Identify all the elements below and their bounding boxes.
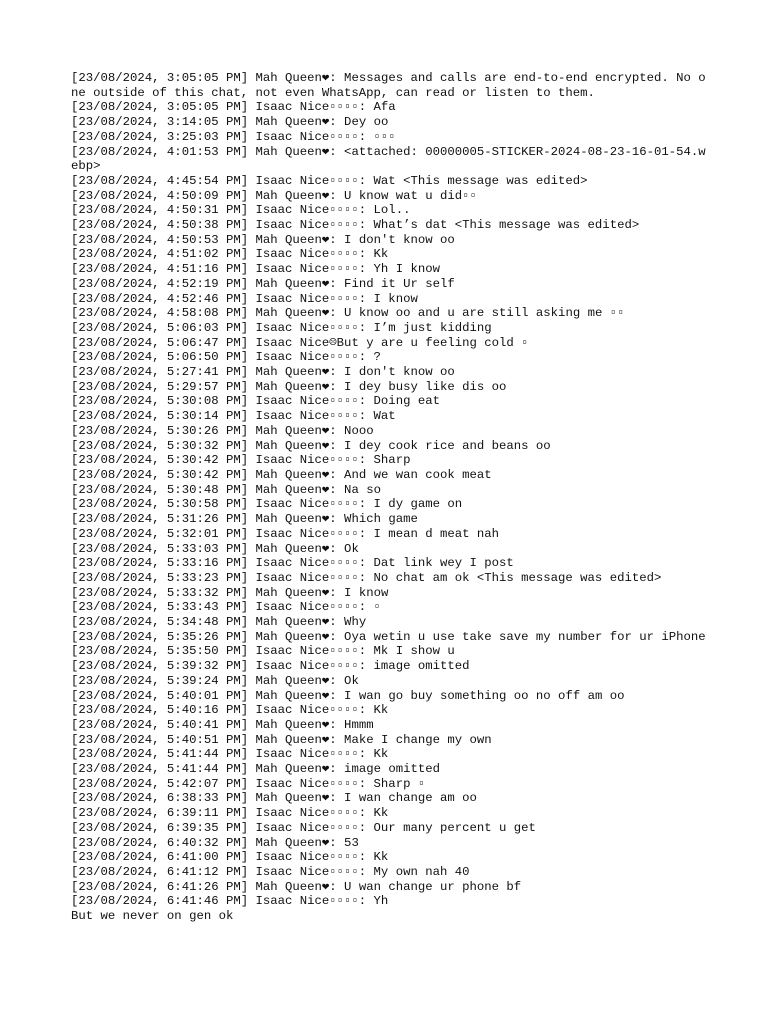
chat-line: [23/08/2024, 5:39:24 PM] Mah Queen❤: Ok <box>71 673 359 688</box>
chat-line: [23/08/2024, 5:27:41 PM] Mah Queen❤: I don't know oo <box>71 365 455 380</box>
chat-line: [23/08/2024, 5:30:26 PM] Mah Queen❤: Nooo <box>71 423 374 438</box>
chat-line: [23/08/2024, 5:06:47 PM] Isaac Nice☹But y are u feeling cold ▫ <box>71 335 529 350</box>
chat-line: [23/08/2024, 4:50:38 PM] Isaac Nice▫▫▫▫: What’s dat <This message was edited> <box>71 218 640 233</box>
chat-line: [23/08/2024, 5:41:44 PM] Isaac Nice▫▫▫▫: Kk <box>71 747 389 762</box>
chat-line: [23/08/2024, 3:05:05 PM] Isaac Nice▫▫▫▫: Afa <box>71 100 396 115</box>
chat-line: [23/08/2024, 5:30:48 PM] Mah Queen❤: Na so <box>71 482 381 497</box>
chat-transcript <box>71 71 711 924</box>
chat-line: [23/08/2024, 5:35:50 PM] Isaac Nice▫▫▫▫: Mk I show u <box>71 644 455 659</box>
chat-line: [23/08/2024, 5:30:32 PM] Mah Queen❤: I dey cook rice and beans oo <box>71 438 551 453</box>
chat-line: [23/08/2024, 6:38:33 PM] Mah Queen❤: I wan change am oo <box>71 791 477 806</box>
chat-line: [23/08/2024, 6:40:32 PM] Mah Queen❤: 53 <box>71 835 359 850</box>
chat-line: [23/08/2024, 4:52:19 PM] Mah Queen❤: Find it Ur self <box>71 276 455 291</box>
chat-line: [23/08/2024, 4:50:53 PM] Mah Queen❤: I don't know oo <box>71 232 455 247</box>
chat-line: [23/08/2024, 4:58:08 PM] Mah Queen❤: U know oo and u are still asking me ▫▫ <box>71 306 625 321</box>
chat-line: [23/08/2024, 4:01:53 PM] Mah Queen❤: <attached: 00000005-STICKER-2024-08-23-16-01-54.webp> <box>71 144 706 174</box>
chat-line: [23/08/2024, 5:33:03 PM] Mah Queen❤: Ok <box>71 541 359 556</box>
chat-line: [23/08/2024, 4:52:46 PM] Isaac Nice▫▫▫▫: I know <box>71 291 418 306</box>
chat-line: [23/08/2024, 6:41:26 PM] Mah Queen❤: U wan change ur phone bf <box>71 879 522 894</box>
chat-line: [23/08/2024, 5:32:01 PM] Isaac Nice▫▫▫▫: I mean d meat nah <box>71 526 500 541</box>
chat-line: [23/08/2024, 5:31:26 PM] Mah Queen❤: Which game <box>71 512 418 527</box>
chat-line: [23/08/2024, 4:51:02 PM] Isaac Nice▫▫▫▫: Kk <box>71 247 389 262</box>
chat-line: [23/08/2024, 6:39:35 PM] Isaac Nice▫▫▫▫: Our many percent u get <box>71 820 536 835</box>
chat-line: [23/08/2024, 6:41:46 PM] Isaac Nice▫▫▫▫: Yh <box>71 894 389 909</box>
chat-line: [23/08/2024, 5:34:48 PM] Mah Queen❤: Why <box>71 615 367 630</box>
chat-line: [23/08/2024, 5:40:16 PM] Isaac Nice▫▫▫▫: Kk <box>71 703 389 718</box>
chat-line: [23/08/2024, 5:40:51 PM] Mah Queen❤: Make I change my own <box>71 732 492 747</box>
chat-line: [23/08/2024, 5:30:42 PM] Mah Queen❤: And we wan cook meat <box>71 467 492 482</box>
chat-line: [23/08/2024, 5:30:58 PM] Isaac Nice▫▫▫▫: I dy game on <box>71 497 463 512</box>
chat-line: [23/08/2024, 5:33:23 PM] Isaac Nice▫▫▫▫: No chat am ok <This message was edited> <box>71 570 662 585</box>
chat-line: [23/08/2024, 5:41:44 PM] Mah Queen❤: image omitted <box>71 762 440 777</box>
chat-line: [23/08/2024, 4:45:54 PM] Isaac Nice▫▫▫▫: Wat <This message was edited> <box>71 173 588 188</box>
chat-line: [23/08/2024, 5:33:32 PM] Mah Queen❤: I know <box>71 585 389 600</box>
chat-line: [23/08/2024, 4:50:09 PM] Mah Queen❤: U know wat u did▫▫ <box>71 188 477 203</box>
chat-line: [23/08/2024, 5:33:43 PM] Isaac Nice▫▫▫▫: ▫ <box>71 600 381 615</box>
chat-line: [23/08/2024, 3:14:05 PM] Mah Queen❤: Dey oo <box>71 115 389 130</box>
chat-line: [23/08/2024, 5:40:41 PM] Mah Queen❤: Hmmm <box>71 717 374 732</box>
chat-line: [23/08/2024, 5:29:57 PM] Mah Queen❤: I dey busy like dis oo <box>71 379 507 394</box>
chat-line: [23/08/2024, 5:30:14 PM] Isaac Nice▫▫▫▫: Wat <box>71 409 396 424</box>
chat-line: But we never on gen ok <box>71 909 234 924</box>
chat-line: [23/08/2024, 6:39:11 PM] Isaac Nice▫▫▫▫: Kk <box>71 806 389 821</box>
chat-line: [23/08/2024, 6:41:00 PM] Isaac Nice▫▫▫▫: Kk <box>71 850 389 865</box>
chat-line: [23/08/2024, 5:39:32 PM] Isaac Nice▫▫▫▫: image omitted <box>71 659 470 674</box>
chat-line: [23/08/2024, 5:42:07 PM] Isaac Nice▫▫▫▫: Sharp ▫ <box>71 776 426 791</box>
chat-line: [23/08/2024, 3:25:03 PM] Isaac Nice▫▫▫▫: ▫▫▫ <box>71 129 396 144</box>
chat-line: [23/08/2024, 5:06:50 PM] Isaac Nice▫▫▫▫: ? <box>71 350 381 365</box>
chat-line: [23/08/2024, 5:35:26 PM] Mah Queen❤: Oya wetin u use take save my number for ur iPhone <box>71 629 706 644</box>
chat-line: [23/08/2024, 5:33:16 PM] Isaac Nice▫▫▫▫: Dat link wey I post <box>71 556 514 571</box>
chat-line: [23/08/2024, 5:30:42 PM] Isaac Nice▫▫▫▫: Sharp <box>71 453 411 468</box>
chat-line: [23/08/2024, 5:06:03 PM] Isaac Nice▫▫▫▫: I’m just kidding <box>71 320 492 335</box>
chat-line: [23/08/2024, 5:40:01 PM] Mah Queen❤: I wan go buy something oo no off am oo <box>71 688 625 703</box>
chat-line: [23/08/2024, 5:30:08 PM] Isaac Nice▫▫▫▫: Doing eat <box>71 394 440 409</box>
chat-line: [23/08/2024, 4:51:16 PM] Isaac Nice▫▫▫▫: Yh I know <box>71 262 440 277</box>
chat-line: [23/08/2024, 4:50:31 PM] Isaac Nice▫▫▫▫: Lol.. <box>71 203 411 218</box>
chat-line: [23/08/2024, 3:05:05 PM] Mah Queen❤: Messages and calls are end-to-end encrypted. No one outside of this chat, not even WhatsApp, can read or listen to them. <box>71 71 706 100</box>
chat-line: [23/08/2024, 6:41:12 PM] Isaac Nice▫▫▫▫: My own nah 40 <box>71 864 470 879</box>
